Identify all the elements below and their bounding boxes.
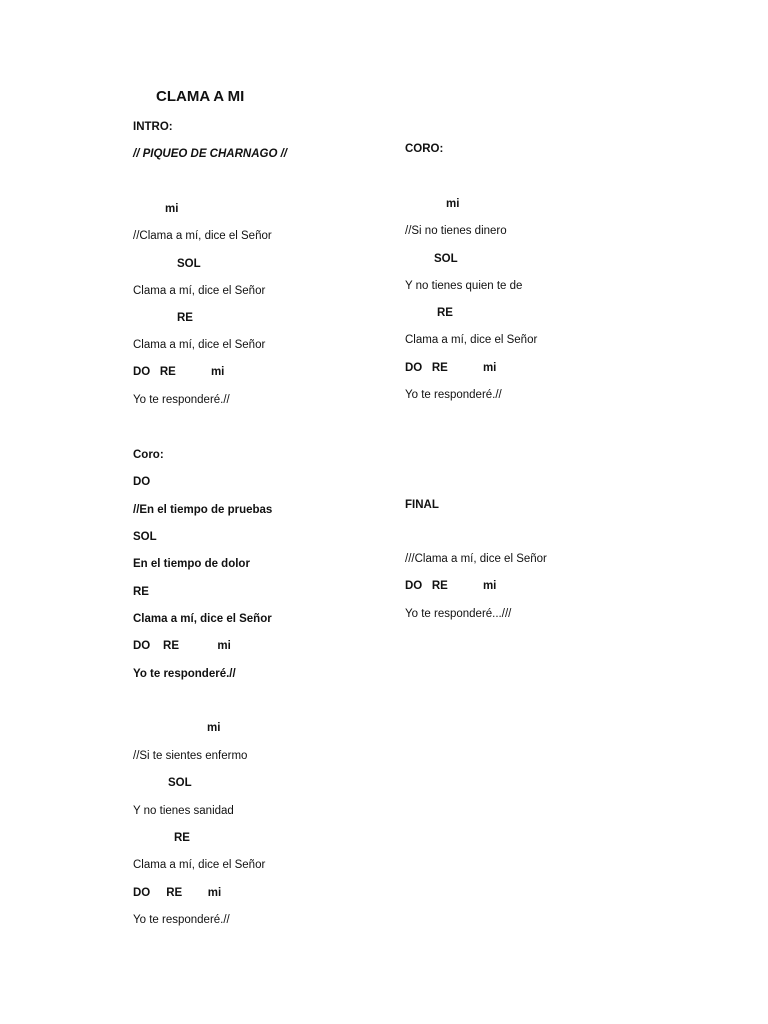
- chord-line: RE: [174, 832, 190, 844]
- chord-line: RE: [437, 307, 453, 319]
- lyric-line: Clama a mí, dice el Señor: [405, 334, 538, 346]
- chord-line: DO RE mi: [133, 640, 231, 652]
- chord-line: DO: [133, 476, 151, 488]
- lyric-line: //Clama a mí, dice el Señor: [133, 230, 272, 242]
- intro-label: INTRO:: [133, 121, 173, 133]
- chord-line: mi: [446, 198, 460, 210]
- chord-line: DO RE mi: [133, 366, 225, 378]
- chord-line: RE: [133, 586, 149, 598]
- intro-text: // PIQUEO DE CHARNAGO //: [133, 148, 287, 160]
- lyric-line: En el tiempo de dolor: [133, 558, 250, 570]
- chord-line: SOL: [177, 258, 201, 270]
- chord-line: SOL: [133, 531, 157, 543]
- lyric-line: //Si no tienes dinero: [405, 225, 507, 237]
- chord-line: SOL: [434, 253, 458, 265]
- chord-line: DO RE mi: [405, 580, 497, 592]
- final-label: FINAL: [405, 499, 439, 511]
- chord-line: RE: [177, 312, 193, 324]
- chord-line: mi: [165, 203, 179, 215]
- song-title: CLAMA A MI: [156, 88, 245, 105]
- lyric-line: Clama a mí, dice el Señor: [133, 285, 266, 297]
- lyric-line: Clama a mí, dice el Señor: [133, 859, 266, 871]
- lyric-line: //Si te sientes enfermo: [133, 750, 248, 762]
- lyric-line: Yo te responderé...///: [405, 608, 512, 620]
- chord-line: DO RE mi: [133, 887, 222, 899]
- lyric-line: Y no tienes quien te de: [405, 280, 523, 292]
- lyric-line: Yo te responderé.//: [405, 389, 502, 401]
- chord-line: mi: [207, 722, 221, 734]
- lyric-line: Y no tienes sanidad: [133, 805, 234, 817]
- lyric-line: Clama a mí, dice el Señor: [133, 613, 272, 625]
- chord-line: SOL: [168, 777, 192, 789]
- coro-label: CORO:: [405, 143, 444, 155]
- lyric-line: Yo te responderé.//: [133, 394, 230, 406]
- coro-label: Coro:: [133, 449, 164, 461]
- lyric-line: Yo te responderé.//: [133, 914, 230, 926]
- lyric-line: Clama a mí, dice el Señor: [133, 339, 266, 351]
- chord-line: DO RE mi: [405, 362, 497, 374]
- lyric-line: Yo te responderé.//: [133, 668, 236, 680]
- lyric-line: ///Clama a mí, dice el Señor: [405, 553, 547, 565]
- lyric-line: //En el tiempo de pruebas: [133, 504, 273, 516]
